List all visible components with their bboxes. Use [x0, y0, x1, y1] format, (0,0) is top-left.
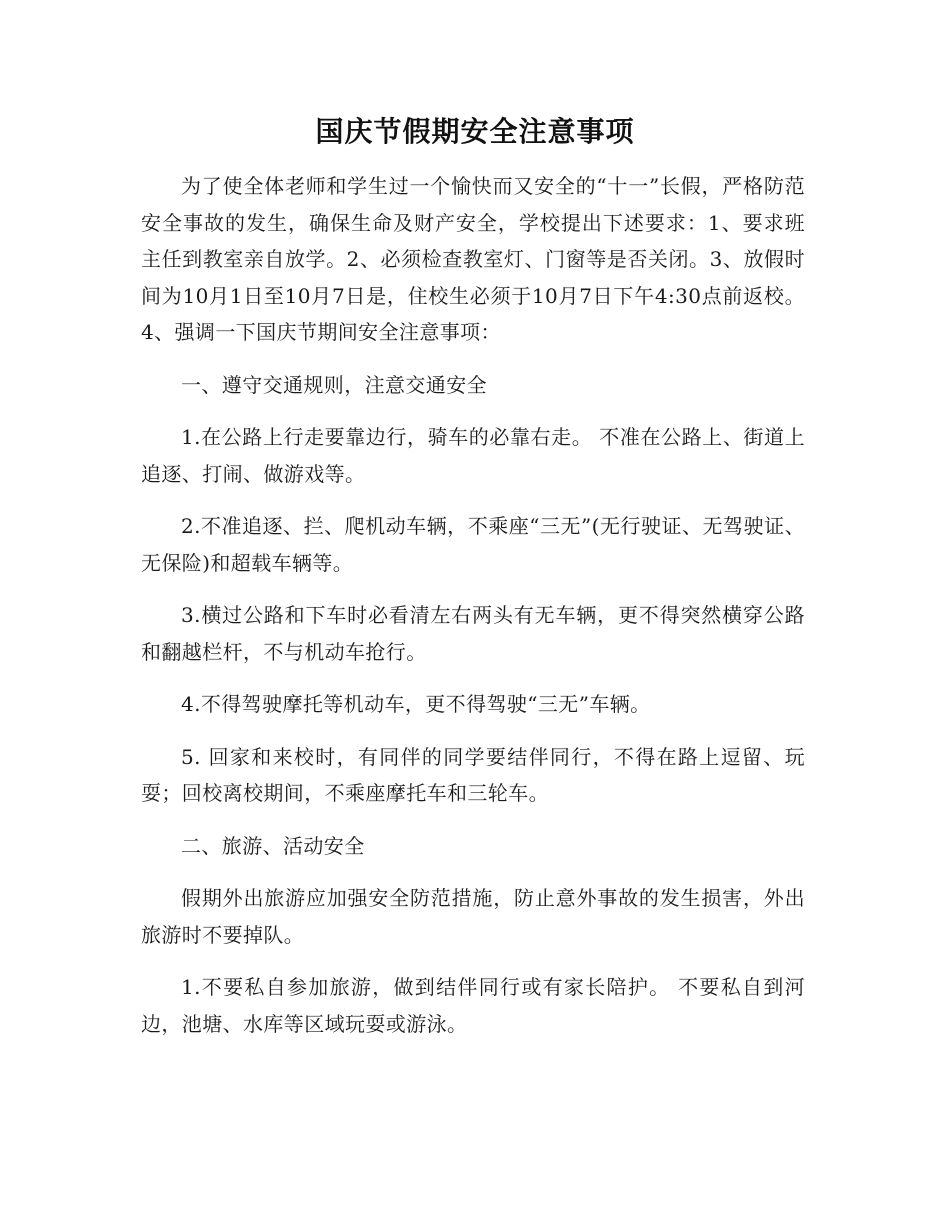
document-body	[141, 168, 805, 1042]
traffic-rule-4: 4.不得驾驶摩托等机动车，更不得驾驶“三无”车辆。	[181, 692, 651, 716]
travel-rule-1: 1.不要私自参加旅游，做到结伴同行或有家长陪护。 不要私自到河边，池塘、水库等区域玩耍或游泳。	[141, 975, 805, 1036]
traffic-rule-2: 2.不准追逐、拦、爬机动车辆，不乘座“三无”(无行驶证、无驾驶证、无保险)和超载车辆等。	[141, 514, 805, 575]
traffic-rule-5: 5. 回家和来校时，有同伴的同学要结伴同行，不得在路上逗留、玩耍；回校离校期间，不乘座摩托车和三轮车。	[141, 744, 805, 805]
document-title: 国庆节假期安全注意事项	[315, 115, 635, 148]
traffic-rule-3: 3.横过公路和下车时必看清左右两头有无车辆，更不得突然横穿公路和翻越栏杆，不与机动车抢行。	[141, 603, 805, 664]
intro-paragraph: 为了使全体老师和学生过一个愉快而又安全的“十一”长假，严格防范安全事故的发生，确保生命及财产安全，学校提出下述要求：1、要求班主任到教室亲自放学。2、必须检查教室灯、门窗等是否关闭。3、放假时间为10月1日至10月7日是，住校生必须于10月7日下午4:30点前返校。4、强调一下国庆节期间安全注意事项：	[141, 174, 805, 344]
section-heading-traffic: 一、遵守交通规则，注意交通安全	[181, 372, 487, 397]
traffic-rule-1: 1.在公路上行走要靠边行，骑车的必靠右走。 不准在公路上、街道上追逐、打闹、做游戏等。	[141, 425, 805, 486]
section-heading-travel: 二、旅游、活动安全	[181, 833, 365, 858]
travel-intro-paragraph: 假期外出旅游应加强安全防范措施，防止意外事故的发生损害，外出旅游时不要掉队。	[141, 886, 805, 947]
